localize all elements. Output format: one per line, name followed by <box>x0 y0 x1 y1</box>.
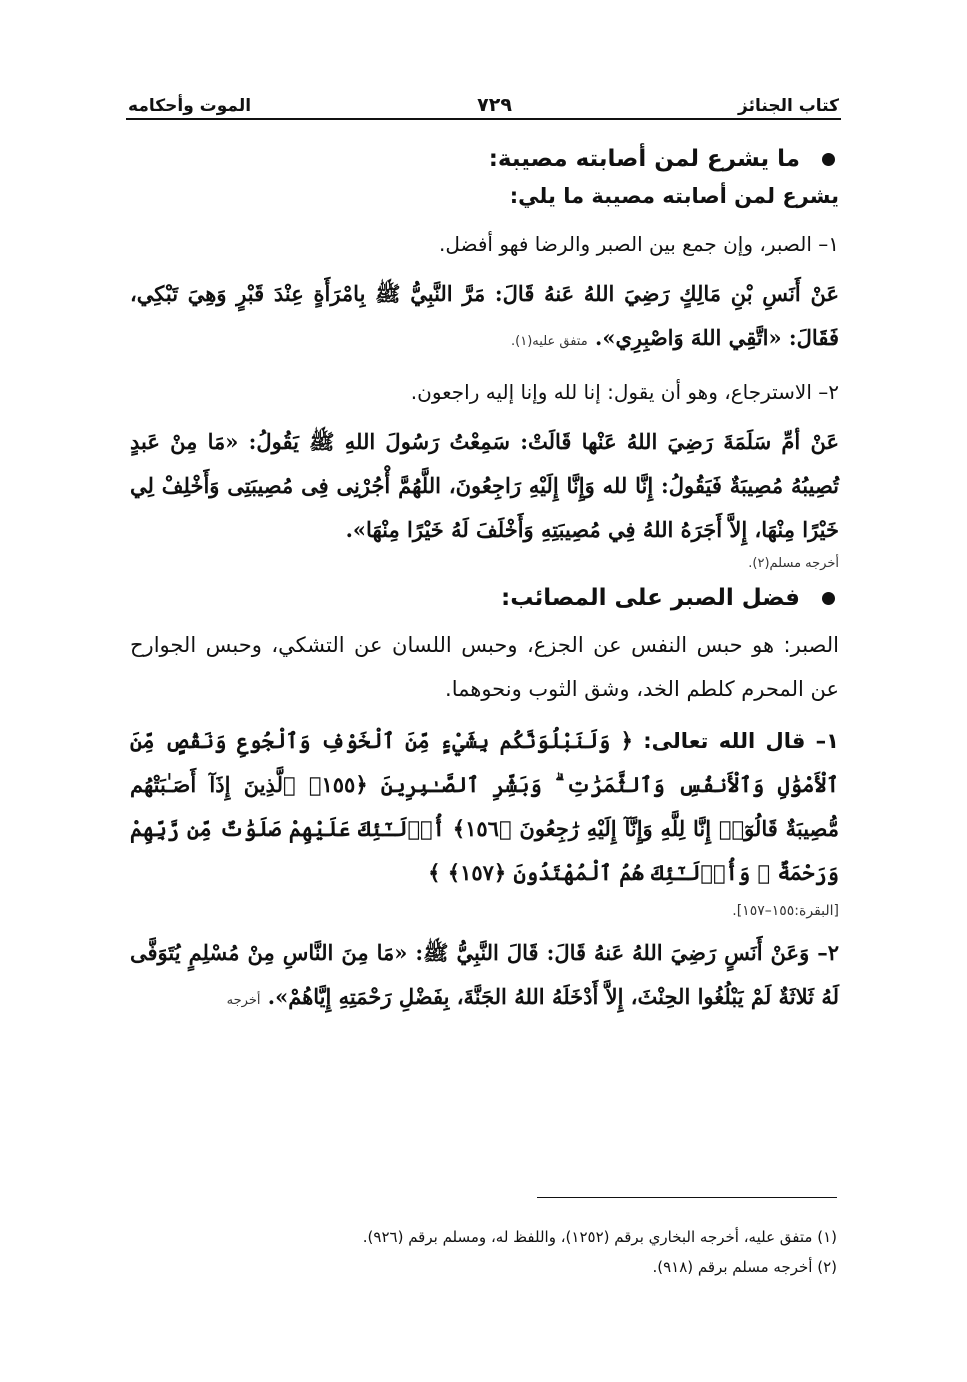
header-divider <box>126 118 841 120</box>
running-header <box>128 82 839 116</box>
hadith-text: عَنْ أَنَسِ بْنِ مَالِكٍ رَضِيَ اللهُ عَنهُ قَالَ: مَرَّ النَّبِيُّ ﷺ بِامْرَأَةٍ عِنْدَ قَبْرٍ وَهِيَ تَبْكِي، فَقَالَ: «اتَّقِي اللهَ وَاصْبِرِي». <box>130 281 839 350</box>
footnote-divider <box>537 1197 837 1198</box>
bullet-icon <box>822 592 835 605</box>
quote-intro: ١– قال الله تعالى: <box>643 729 839 753</box>
page-body <box>130 140 839 1031</box>
hadith-source: متفق عليه(١). <box>511 334 588 349</box>
quran-verses: ﴿ وَلَنَبْلُوَنَّكُم بِشَيْءٍ مِّنَ ٱلْخَوْفِ وَٱلْجُوعِ وَنَقْصٍ مِّنَ ٱلْأَمْوَٰلِ وَٱلْأَنفُسِ وَٱلثَّمَرَٰتِ ۗ وَبَشِّرِ ٱلصَّـٰبِرِينَ ﴿١٥٥﴾ ٱلَّذِينَ إِذَآ أَصَـٰبَتْهُم مُّصِيبَةٌ قَالُوٓا۟ إِنَّا لِلَّهِ وَإِنَّآ إِلَيْهِ رَٰجِعُونَ ﴿١٥٦﴾ أُو۟لَـٰٓئِكَ عَلَيْهِمْ صَلَوَٰتٌ مِّن رَّبِّهِمْ وَرَحْمَةٌ ۖ وَأُو۟لَـٰٓئِكَ هُمُ ٱلْمُهْتَدُونَ ﴿١٥٧﴾ ﴾ <box>130 728 839 885</box>
header-book-title: كتاب الجنائز <box>738 96 839 116</box>
hadith-text: ٢– وَعَنْ أَنَسٍ رَضِيَ اللهُ عَنهُ قَالَ: قَالَ النَّبِيُّ ﷺ: «مَا مِنَ النَّاسِ مِنْ مُسْلِمٍ يُتَوَفَّى لَهُ ثَلاثَةٌ لَمْ يَبْلُغُوا الحِنْثَ، إِلاَّ أَدْخَلَهُ اللهُ الجَنَّةَ، بِفَضْلِ رَحْمَتِهِ إِيَّاهُمْ». <box>130 940 839 1009</box>
item-istirja: ٢– الاسترجاع، وهو أن يقول: إنا لله وإنا إليه راجعون. <box>410 380 839 404</box>
section-intro: يشرع لمن أصابته مصيبة ما يلي: <box>509 184 839 208</box>
section-title: فضل الصبر على المصائب: <box>501 585 800 611</box>
bullet-icon <box>822 153 835 166</box>
hadith-umm-salama: عَنْ أمِّ سَلَمَةَ رَضِيَ اللهُ عَنْها قَالَتْ: سَمِعْتُ رَسُولَ اللهِ ﷺ يَقُولُ: «مَا مِنْ عَبدٍ تُصِيبُهُ مُصِيبَةٌ فَيَقُولُ: إِنَّا لله وَإِنَّا إِلَيْهِ رَاجِعُونَ، اللَّهُمَّ أْجُرْنِى فِى مُصِيبَتِى وَأَخْلِفْ لِي خَيْرًا مِنْهَا، إِلاَّ أَجَرَهُ اللهُ فِي مُصِيبَتِهِ وَأَخْلَفَ لَهُ خَيْرًا مِنْهَا». <box>130 429 839 542</box>
section-heading-virtue-of-patience <box>130 585 839 611</box>
footnote: (٢) أخرجه مسلم برقم (٩١٨). <box>652 1258 837 1276</box>
section-title: ما يشرع لمن أصابته مصيبة: <box>488 146 800 172</box>
definition-of-patience: الصبر: هو حبس النفس عن الجزع، وحبس اللسان عن التشكي، وحبس الجوارح عن المحرم كلطم الخد، وشق الثوب ونحوهما. <box>130 633 839 701</box>
hadith-source: أخرجه مسلم(٢). <box>748 556 839 571</box>
quran-reference: [البقرة:١٥٥–١٥٧]. <box>732 903 839 919</box>
quran-verse-block <box>130 719 839 895</box>
hadith-source-continued: أخرجه <box>226 993 261 1008</box>
section-heading-what-is-prescribed <box>130 146 839 172</box>
header-chapter-title: الموت وأحكامه <box>128 96 252 116</box>
hadith-anas-2 <box>130 931 839 1023</box>
item-patience: ١– الصبر، وإن جمع بين الصبر والرضا فهو أفضل. <box>439 232 839 256</box>
page-number: ٧٢٩ <box>477 94 512 116</box>
footnote: (١) متفق عليه، أخرجه البخاري برقم (١٢٥٢)، واللفظ له، ومسلم برقم (٩٢٦). <box>362 1228 837 1246</box>
hadith-anas-1 <box>130 272 839 364</box>
footnotes <box>130 1222 837 1282</box>
